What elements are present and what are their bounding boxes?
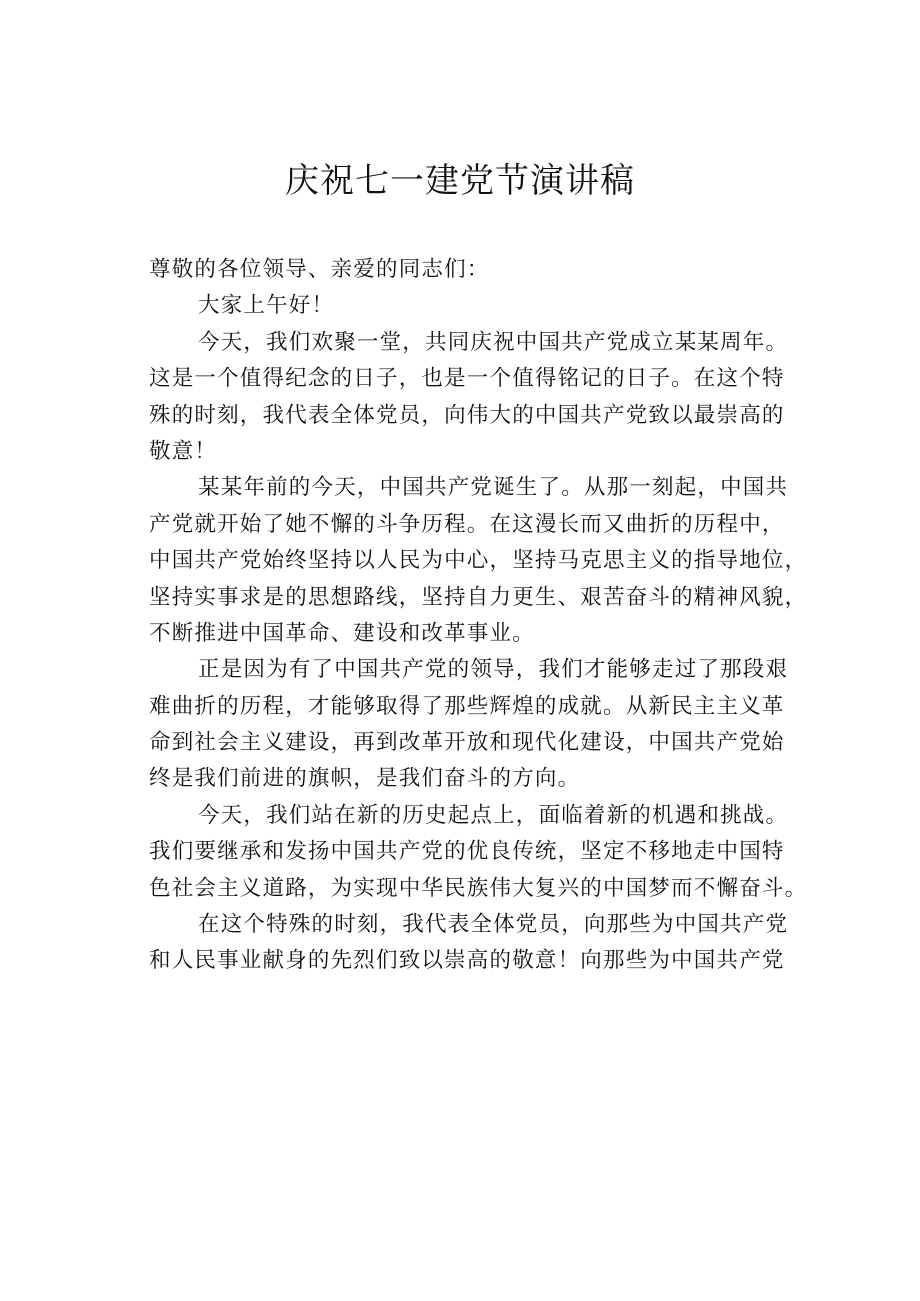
paragraph-line: 某某年前的今天，中国共产党诞生了。从那一刻起，中国共 (198, 475, 789, 501)
paragraph-line: 产党就开始了她不懈的斗争历程。在这漫长而又曲折的历程中， (149, 511, 785, 537)
paragraph-line: 正是因为有了中国共产党的领导，我们才能够走过了那段艰 (198, 657, 789, 683)
paragraph-line: 殊的时刻，我代表全体党员，向伟大的中国共产党致以最崇高的 (149, 402, 785, 428)
paragraph-line: 和人民事业献身的先烈们致以崇高的敬意！向那些为中国共产党 (149, 948, 785, 974)
paragraph-line: 难曲折的历程，才能够取得了那些辉煌的成就。从新民主主义革 (149, 693, 785, 719)
paragraph-line: 坚持实事求是的思想路线，坚持自力更生、艰苦奋斗的精神风貌， (149, 584, 808, 610)
paragraph-line: 今天，我们欢聚一堂，共同庆祝中国共产党成立某某周年。 (198, 329, 789, 355)
paragraph-line: 色社会主义道路，为实现中华民族伟大复兴的中国梦而不懈奋斗。 (149, 875, 808, 901)
paragraph-line: 终是我们前进的旗帜，是我们奋斗的方向。 (149, 766, 581, 792)
document-body (149, 252, 811, 980)
paragraph-line: 不断推进中国革命、建设和改革事业。 (149, 620, 535, 646)
paragraph-line: 命到社会主义建设，再到改革开放和现代化建设，中国共产党始 (149, 730, 785, 756)
document-title: 庆祝七一建党节演讲稿 (285, 161, 635, 201)
salutation-line: 尊敬的各位领导、亲爱的同志们： (149, 257, 490, 282)
greeting-line: 大家上午好！ (198, 293, 335, 319)
paragraph-line: 中国共产党始终坚持以人民为中心，坚持马克思主义的指导地位， (149, 548, 808, 574)
paragraph-line: 敬意！ (149, 438, 218, 464)
paragraph-line: 今天，我们站在新的历史起点上，面临着新的机遇和挑战。 (198, 802, 789, 828)
paragraph-line: 我们要继承和发扬中国共产党的优良传统，坚定不移地走中国特 (149, 839, 785, 865)
paragraph-line: 在这个特殊的时刻，我代表全体党员，向那些为中国共产党 (198, 912, 789, 938)
paragraph-line: 这是一个值得纪念的日子，也是一个值得铭记的日子。在这个特 (149, 366, 785, 392)
